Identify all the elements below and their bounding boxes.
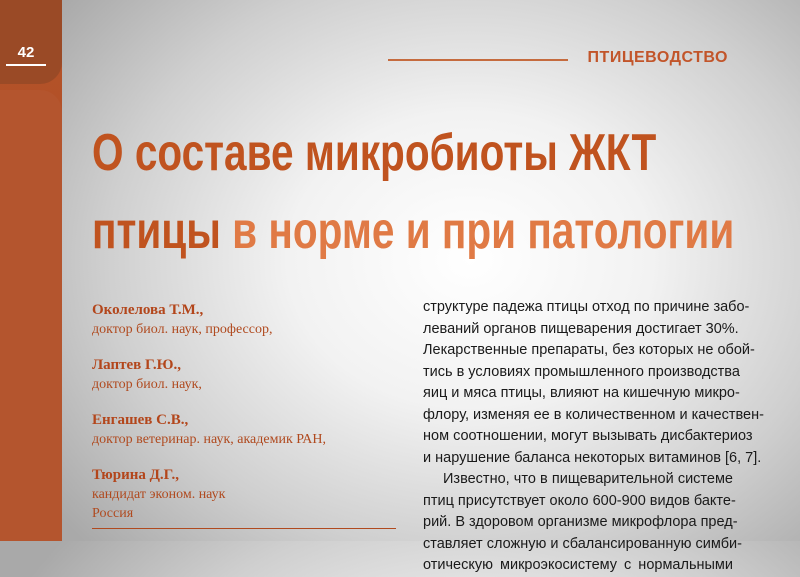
text-line: ставляет сложную и сбалансированную симби- xyxy=(423,535,742,552)
author xyxy=(92,410,412,449)
author xyxy=(92,300,412,339)
author-name: Лаптев Г.Ю., xyxy=(92,357,181,373)
text-line: птиц присутствует около 600-900 видов бакте- xyxy=(423,492,736,509)
headline-line-1: О составе микробиоты ЖКТ xyxy=(92,124,657,182)
text-line: флору, изменяя ее в количественном и качествен- xyxy=(423,406,764,423)
author-title: доктор ветеринар. наук, академик РАН, xyxy=(92,432,326,447)
article-headline xyxy=(92,114,734,270)
text-line: и нарушение баланса некоторых витаминов [6, 7]. xyxy=(423,449,762,466)
author-title: доктор биол. наук, xyxy=(92,377,202,392)
text-line: ном соотношении, могут вызывать дисбактериоз xyxy=(423,428,753,444)
author-title: кандидат эконом. наук xyxy=(92,487,226,502)
author xyxy=(92,355,412,394)
headline-line-2-rest: в норме и при патологии xyxy=(220,202,735,260)
paragraph-1 xyxy=(423,297,764,469)
author-name: Околелова Т.М., xyxy=(92,302,204,318)
text-line: отическую микроэкосистему с нормальными xyxy=(423,557,733,573)
author-name: Тюрина Д.Г., xyxy=(92,467,180,483)
page-number-tab xyxy=(0,0,62,84)
page-number-underline xyxy=(6,64,46,66)
author-name: Енгашев С.В., xyxy=(92,412,189,428)
author xyxy=(92,465,412,523)
text-line: леваний органов пищеварения достигает 30%. xyxy=(423,320,739,337)
author-country: Россия xyxy=(92,506,134,521)
section-rule xyxy=(388,59,568,61)
text-line: тись в условиях промышленного производства xyxy=(423,363,740,380)
left-bar-lower xyxy=(0,90,62,541)
text-line: Известно, что в пищеварительной системе xyxy=(443,471,733,487)
author-title: доктор биол. наук, профессор, xyxy=(92,322,273,337)
text-line: яиц и мяса птицы, влияют на кишечную микро- xyxy=(423,385,740,401)
article-body xyxy=(423,297,764,577)
paragraph-2 xyxy=(423,469,742,577)
page-number: 42 xyxy=(17,44,35,61)
authors-list xyxy=(92,300,412,539)
headline-line-2-strong: птицы xyxy=(92,202,221,260)
text-line: структуре падежа птицы отход по причине забо- xyxy=(423,299,750,315)
text-line: Лекарственные препараты, без которых не обой- xyxy=(423,342,755,358)
text-line: рий. В здоровом организме микрофлора пред- xyxy=(423,514,738,530)
authors-rule xyxy=(92,528,396,529)
section-title: ПТИЦЕВОДСТВО xyxy=(587,49,728,66)
